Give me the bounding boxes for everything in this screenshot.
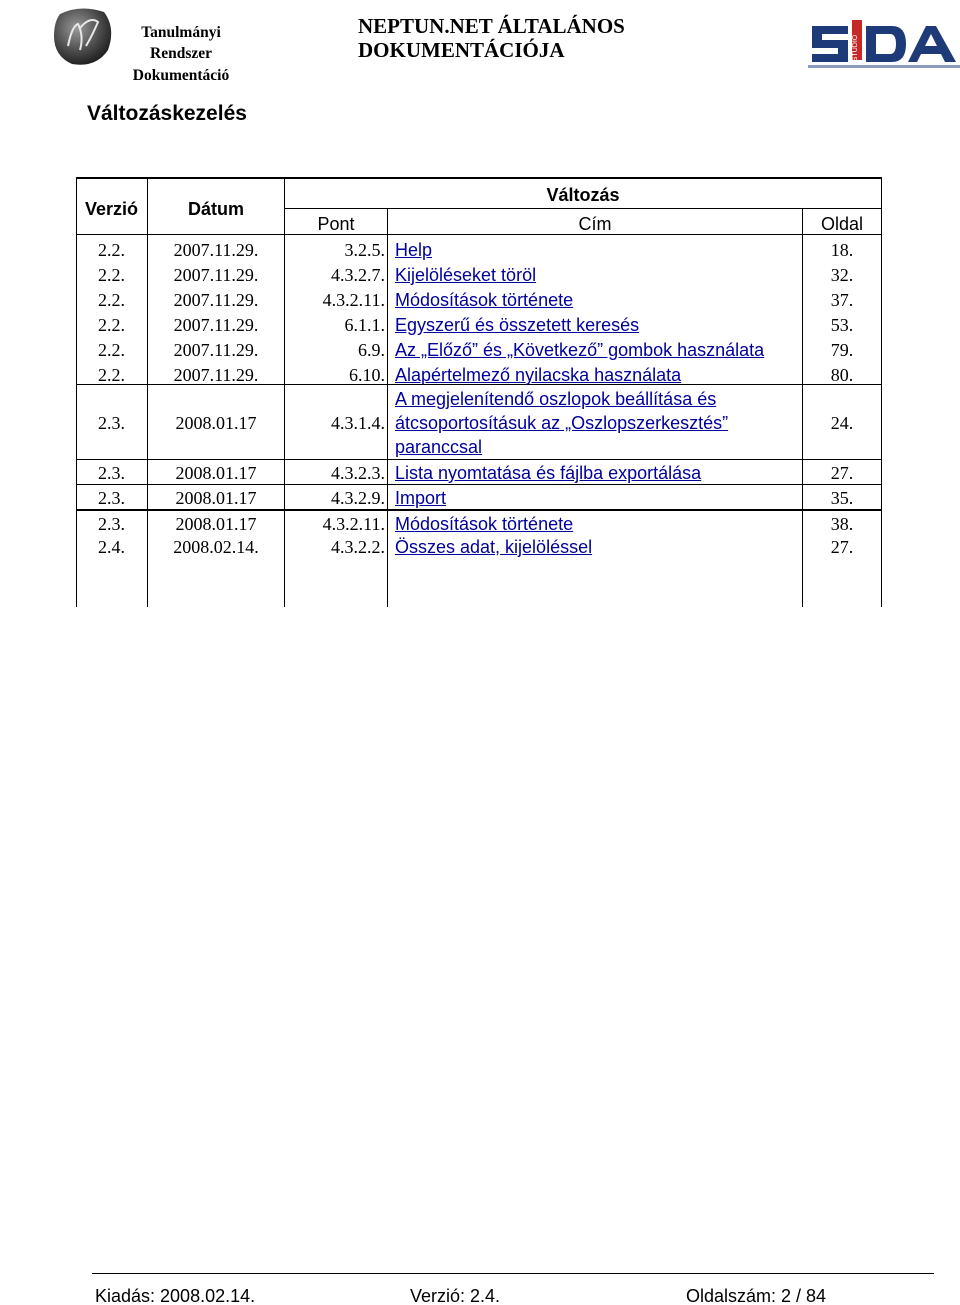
- row-7-verzio: 2.3.: [98, 463, 125, 483]
- row-4-pont: 6.9.: [358, 340, 385, 360]
- page-heading: Változáskezelés: [87, 102, 247, 125]
- row-2-cim[interactable]: [395, 288, 800, 312]
- row-3-pont: 6.1.1.: [344, 315, 385, 335]
- row-5-verzio: 2.2.: [98, 365, 125, 385]
- row-10-cim-link[interactable]: Összes adat, kijelöléssel: [395, 537, 593, 557]
- row-9-oldal: 38.: [830, 514, 854, 534]
- row-8-cim-link[interactable]: Import: [395, 488, 447, 508]
- row-10-datum: 2008.02.14.: [173, 537, 259, 557]
- neptun-logo-icon: [50, 6, 116, 68]
- row-7-cim-link[interactable]: Lista nyomtatása és fájlba exportálása: [395, 463, 702, 483]
- row-9-cim[interactable]: [395, 512, 800, 536]
- row-1-oldal: 32.: [830, 265, 854, 285]
- row-4-datum: 2007.11.29.: [173, 340, 259, 360]
- row-6-verzio: 2.3.: [98, 413, 125, 433]
- row-7-oldal: 27.: [830, 463, 854, 483]
- row-line-2: [76, 459, 882, 460]
- document-title: [358, 14, 625, 62]
- row-8-verzio: 2.3.: [98, 488, 125, 508]
- row-6-pont: 4.3.1.4.: [331, 413, 385, 433]
- row-0-cim-link[interactable]: Help: [395, 240, 433, 260]
- row-0-oldal: 18.: [830, 240, 854, 260]
- row-3-verzio: 2.2.: [98, 315, 125, 335]
- row-6-cim-link-line-1[interactable]: A megjelenítendő oszlopok beállítása és: [395, 389, 717, 409]
- row-1-pont: 4.3.2.7.: [331, 265, 385, 285]
- change-log-table: [76, 177, 882, 607]
- row-8-cim[interactable]: [395, 486, 800, 510]
- row-2-cim-link[interactable]: Módosítások története: [395, 290, 574, 310]
- row-9-verzio: 2.3.: [98, 514, 125, 534]
- col-line-3: [387, 208, 388, 607]
- row-6-datum: 2008.01.17: [175, 413, 257, 433]
- document-title-line-2: DOKUMENTÁCIÓJA: [358, 38, 565, 62]
- row-0-cim[interactable]: [395, 238, 800, 262]
- row-2-pont: 4.3.2.11.: [322, 290, 385, 310]
- table-border-right: [881, 177, 882, 607]
- header-left-line-4: Dokumentáció: [132, 66, 230, 84]
- row-5-cim-link[interactable]: Alapértelmező nyilacska használata: [395, 365, 682, 385]
- row-9-cim-link[interactable]: Módosítások története: [395, 514, 574, 534]
- header-cim: Cím: [578, 214, 612, 234]
- header-left-line-2: Tanulmányi: [141, 23, 221, 41]
- footer-oldalszam: Oldalszám: 2 / 84: [686, 1286, 827, 1305]
- header-left-title: [118, 0, 244, 86]
- header-pont: Pont: [317, 214, 355, 234]
- row-0-verzio: 2.2.: [98, 240, 125, 260]
- row-3-datum: 2007.11.29.: [173, 315, 259, 335]
- sda-studio-logo: [808, 18, 960, 70]
- header-valtozas: Változás: [546, 185, 620, 205]
- row-3-oldal: 53.: [830, 315, 854, 335]
- row-3-cim[interactable]: [395, 313, 800, 337]
- header-left-line-1: Neptun. NET: [136, 2, 226, 19]
- row-9-datum: 2008.01.17: [175, 514, 257, 534]
- header-left-line-3: Rendszer: [150, 45, 212, 62]
- row-6-cim-link-line-2[interactable]: átcsoportosításuk az „Oszlopszerkesztés”: [395, 413, 729, 433]
- footer-verzio: Verzió: 2.4.: [410, 1286, 501, 1305]
- row-10-pont: 4.3.2.2.: [331, 537, 385, 557]
- document-title-line-1: NEPTUN.NET ÁLTALÁNOS: [358, 14, 625, 38]
- row-8-oldal: 35.: [830, 488, 854, 508]
- footer-kiadas: Kiadás: 2008.02.14.: [95, 1286, 256, 1305]
- table-border-top: [76, 177, 882, 179]
- header-verzio: Verzió: [84, 199, 139, 219]
- row-10-verzio: 2.4.: [98, 537, 125, 557]
- row-3-cim-link[interactable]: Egyszerű és összetett keresés: [395, 315, 640, 335]
- row-4-cim-link[interactable]: Az „Előző” és „Következő” gombok használata: [395, 340, 765, 360]
- row-10-oldal: 27.: [830, 537, 854, 557]
- row-0-datum: 2007.11.29.: [173, 240, 259, 260]
- row-0-pont: 3.2.5.: [344, 240, 385, 260]
- row-9-pont: 4.3.2.11.: [322, 514, 385, 534]
- header-datum: Dátum: [187, 199, 244, 219]
- row-8-datum: 2008.01.17: [175, 488, 257, 508]
- svg-text:STUDIO: STUDIO: [852, 34, 859, 62]
- row-1-datum: 2007.11.29.: [173, 265, 259, 285]
- row-6-cim-link-line-3[interactable]: paranccsal: [395, 437, 483, 457]
- header-oldal: Oldal: [820, 214, 864, 234]
- row-10-cim[interactable]: [395, 535, 800, 559]
- row-5-datum: 2007.11.29.: [173, 365, 259, 385]
- row-4-cim[interactable]: [395, 338, 800, 362]
- row-8-pont: 4.3.2.9.: [331, 488, 385, 508]
- row-2-verzio: 2.2.: [98, 290, 125, 310]
- row-2-datum: 2007.11.29.: [173, 290, 259, 310]
- row-1-verzio: 2.2.: [98, 265, 125, 285]
- footer-divider: [92, 1273, 934, 1274]
- row-5-pont: 6.10.: [349, 365, 385, 385]
- row-5-oldal: 80.: [830, 365, 854, 385]
- row-2-oldal: 37.: [830, 290, 854, 310]
- row-7-datum: 2008.01.17: [175, 463, 257, 483]
- row-4-verzio: 2.2.: [98, 340, 125, 360]
- row-1-cim-link[interactable]: Kijelöléseket töröl: [395, 265, 537, 285]
- row-6-cim[interactable]: [395, 387, 800, 459]
- row-5-cim[interactable]: [395, 363, 800, 387]
- row-7-cim[interactable]: [395, 461, 800, 485]
- row-line-sub-header: [284, 208, 882, 209]
- row-4-oldal: 79.: [830, 340, 854, 360]
- row-7-pont: 4.3.2.3.: [331, 463, 385, 483]
- row-6-oldal: 24.: [830, 413, 854, 433]
- row-1-cim[interactable]: [395, 263, 800, 287]
